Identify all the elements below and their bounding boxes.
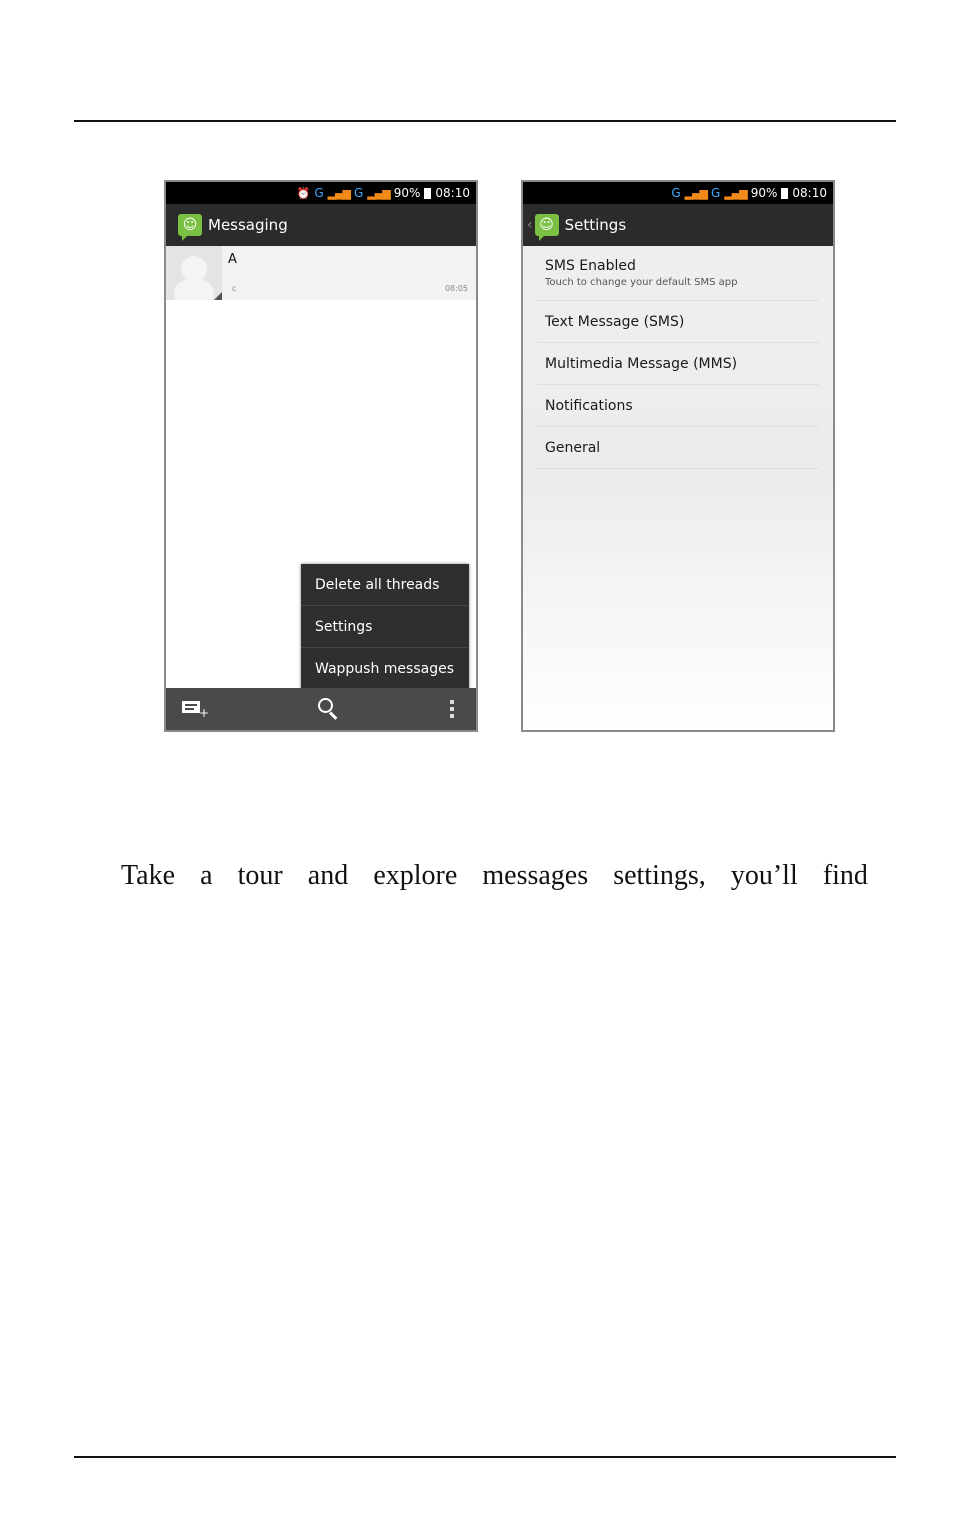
new-message-icon[interactable]: + — [182, 699, 208, 719]
caption-word: and — [307, 860, 349, 891]
body-text-line — [121, 860, 868, 892]
action-bar — [166, 204, 476, 246]
caption-word: settings, — [613, 860, 706, 891]
status-bar — [523, 182, 833, 204]
footer-rule — [74, 1456, 896, 1458]
thread-snippet: c — [232, 284, 237, 293]
clock: 08:10 — [435, 186, 470, 200]
thread-contact-name: A — [228, 252, 237, 267]
settings-list — [523, 246, 833, 469]
quick-contact-corner-icon — [214, 292, 222, 300]
setting-title: General — [545, 439, 601, 456]
signal-icon: ▂▄▆ — [724, 186, 747, 200]
network-type-1: G — [314, 186, 324, 200]
alarm-icon: ⏰ — [296, 186, 311, 200]
app-title: Messaging — [208, 216, 288, 234]
setting-subtitle: Touch to change your default SMS app — [545, 277, 738, 288]
avatar-body-shape — [174, 278, 214, 300]
messaging-app-icon[interactable]: ☺ — [535, 214, 559, 236]
battery-percent: 90% — [393, 186, 421, 200]
contact-avatar[interactable] — [166, 246, 222, 300]
setting-title: Multimedia Message (MMS) — [545, 355, 738, 372]
network-type-2: G — [354, 186, 364, 200]
messaging-app-icon[interactable]: ☺ — [178, 214, 202, 236]
battery-icon — [781, 188, 788, 199]
thread-time: 08:05 — [444, 284, 468, 293]
battery-percent: 90% — [750, 186, 778, 200]
caption-word: explore — [373, 860, 458, 891]
caption-word: find — [822, 860, 868, 891]
signal-icon: ▂▄▆ — [367, 186, 390, 200]
messaging-screenshot — [164, 180, 478, 732]
back-chevron-icon[interactable]: ‹ — [527, 217, 533, 233]
menu-item-settings[interactable]: Settings — [301, 606, 469, 648]
menu-item-wappush-messages[interactable]: Wappush messages — [315, 660, 455, 677]
caption-word: messages — [482, 860, 589, 891]
setting-notifications[interactable] — [537, 385, 819, 427]
bottom-action-bar — [166, 688, 476, 730]
menu-item-delete-all-threads[interactable]: Delete all threads — [301, 564, 469, 606]
signal-icon: ▂▄▆ — [684, 186, 708, 200]
overflow-menu — [301, 564, 469, 689]
header-rule — [74, 120, 896, 122]
overflow-menu-icon[interactable] — [450, 700, 454, 718]
setting-title: Text Message (SMS) — [545, 313, 685, 330]
setting-text-message[interactable] — [537, 301, 819, 343]
signal-icon: ▂▄▆ — [327, 186, 351, 200]
network-type-2: G — [711, 186, 721, 200]
settings-screenshot — [521, 180, 835, 732]
battery-icon — [424, 188, 431, 199]
setting-multimedia-message[interactable] — [537, 343, 819, 385]
network-type-1: G — [671, 186, 681, 200]
search-icon[interactable] — [318, 698, 340, 720]
caption-word: Take — [121, 860, 176, 891]
setting-title: Notifications — [545, 397, 633, 414]
action-bar[interactable] — [523, 204, 833, 246]
status-bar — [166, 182, 476, 204]
setting-title: SMS Enabled — [545, 258, 636, 274]
caption-word: you’ll — [730, 860, 798, 891]
app-title: Settings — [564, 216, 627, 234]
conversation-thread[interactable] — [166, 246, 476, 300]
clock: 08:10 — [792, 186, 827, 200]
caption-word: tour — [237, 860, 283, 891]
setting-general[interactable] — [537, 427, 819, 469]
setting-sms-enabled[interactable] — [537, 246, 819, 301]
caption-word: a — [200, 860, 213, 891]
